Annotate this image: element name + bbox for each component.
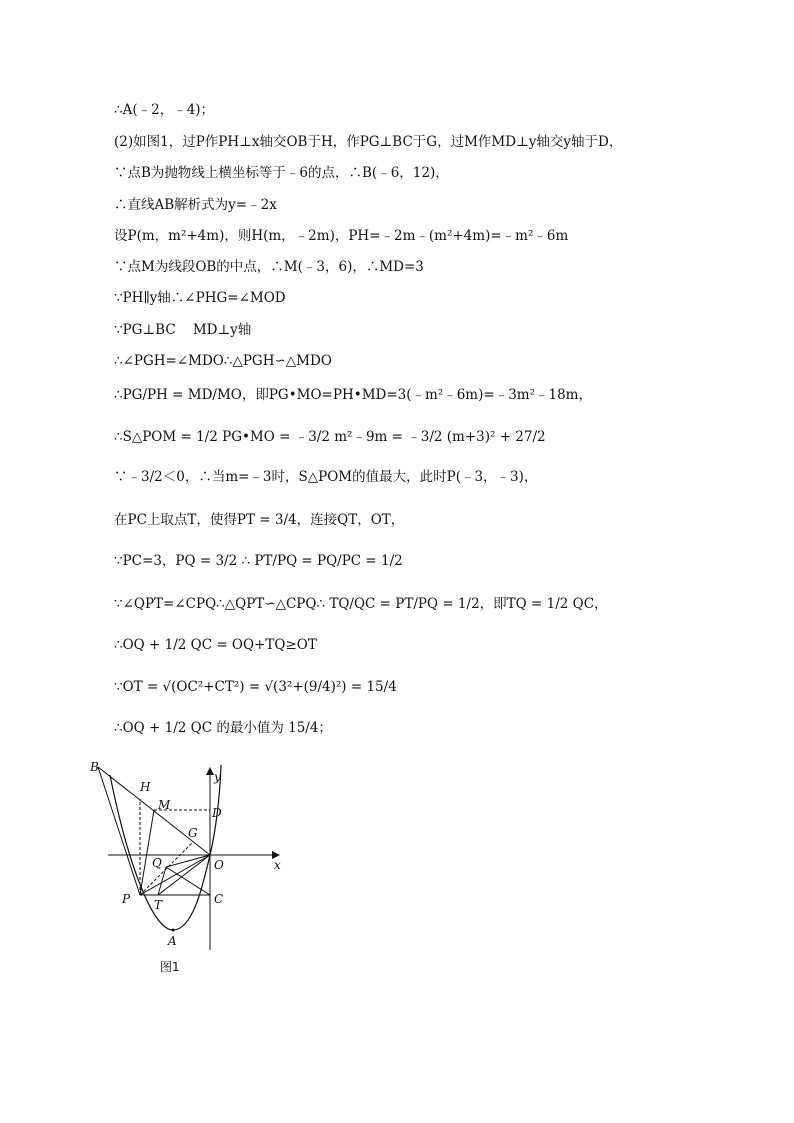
label-x: x xyxy=(274,858,281,872)
segment-PM xyxy=(140,810,154,895)
text-line: ∴PG/PH = MD/MO，即PG•MO=PH•MD=3(﹣m²﹣6m)=﹣3m²﹣18m， xyxy=(114,387,592,403)
text-line: ∵点B为抛物线上横坐标等于﹣6的点，∴B(﹣6，12)， xyxy=(114,165,449,181)
label-A: A xyxy=(168,934,177,948)
label-Q: Q xyxy=(152,856,162,870)
text-line: ∵OT = √(OC²+CT²) = √(3²+(9/4)²) = 15/4 xyxy=(114,679,397,695)
label-O: O xyxy=(214,858,224,872)
figure-caption: 图1 xyxy=(160,960,180,974)
text-line: ∵∠QPT=∠CPQ∴△QPT∽△CPQ∴ TQ/QC = PT/PQ = 1/2，即TQ = 1/2 QC， xyxy=(114,596,608,612)
label-B: B xyxy=(90,760,99,774)
text-line: ∴OQ + 1/2 QC = OQ+TQ≥OT xyxy=(114,637,317,653)
text-line: 在PC上取点T，使得PT = 3/4，连接QT，OT， xyxy=(114,512,405,528)
text-line: ∵点M为线段OB的中点，∴M(﹣3，6)，∴MD=3 xyxy=(114,259,424,275)
segment-TO xyxy=(158,855,210,895)
label-G: G xyxy=(188,826,198,840)
segment-PG xyxy=(140,843,192,895)
text-line: ∵PH∥y轴∴∠PHG=∠MOD xyxy=(114,290,286,306)
text-line: 设P(m，m²+4m)，则H(m，﹣2m)，PH=﹣2m﹣(m²+4m)=﹣m²﹣6m xyxy=(114,228,569,244)
text-line: ∴A(﹣2，﹣4)； xyxy=(114,102,215,118)
text-line: ∴OQ + 1/2 QC 的最小值为 15/4； xyxy=(114,720,332,736)
point-A xyxy=(172,929,175,932)
text-line: ∵PG⊥BC MD⊥y轴 xyxy=(114,322,252,338)
segment-BP xyxy=(98,767,140,895)
segment-PO xyxy=(140,855,210,895)
y-axis-arrow xyxy=(206,767,214,775)
text-line: ∴S△POM = 1/2 PG•MO = ﹣3/2 m²﹣9m = ﹣3/2 (m+3)² + 27/2 xyxy=(114,429,546,445)
text-line: (2)如图1，过P作PH⊥x轴交OB于H，作PG⊥BC于G，过M作MD⊥y轴交y轴于D， xyxy=(114,134,623,150)
label-C: C xyxy=(214,892,224,906)
label-H: H xyxy=(140,780,151,794)
text-line: ∴直线AB解析式为y=﹣2x xyxy=(114,197,277,213)
label-P: P xyxy=(122,892,131,906)
figure-1 xyxy=(88,755,298,955)
segment-QO xyxy=(166,855,210,867)
text-line: ∴∠PGH=∠MDO∴△PGH∽△MDO xyxy=(114,353,332,369)
text-line: ∵PC=3，PQ = 3/2 ∴ PT/PQ = PQ/PC = 1/2 xyxy=(114,553,403,569)
text-line: ∵﹣3/2＜0，∴当m=﹣3时，S△POM的值最大，此时P(﹣3，﹣3)， xyxy=(114,469,538,485)
label-D: D xyxy=(212,806,222,820)
label-T: T xyxy=(154,898,163,912)
label-M: M xyxy=(158,798,171,812)
label-y: y xyxy=(214,770,221,784)
